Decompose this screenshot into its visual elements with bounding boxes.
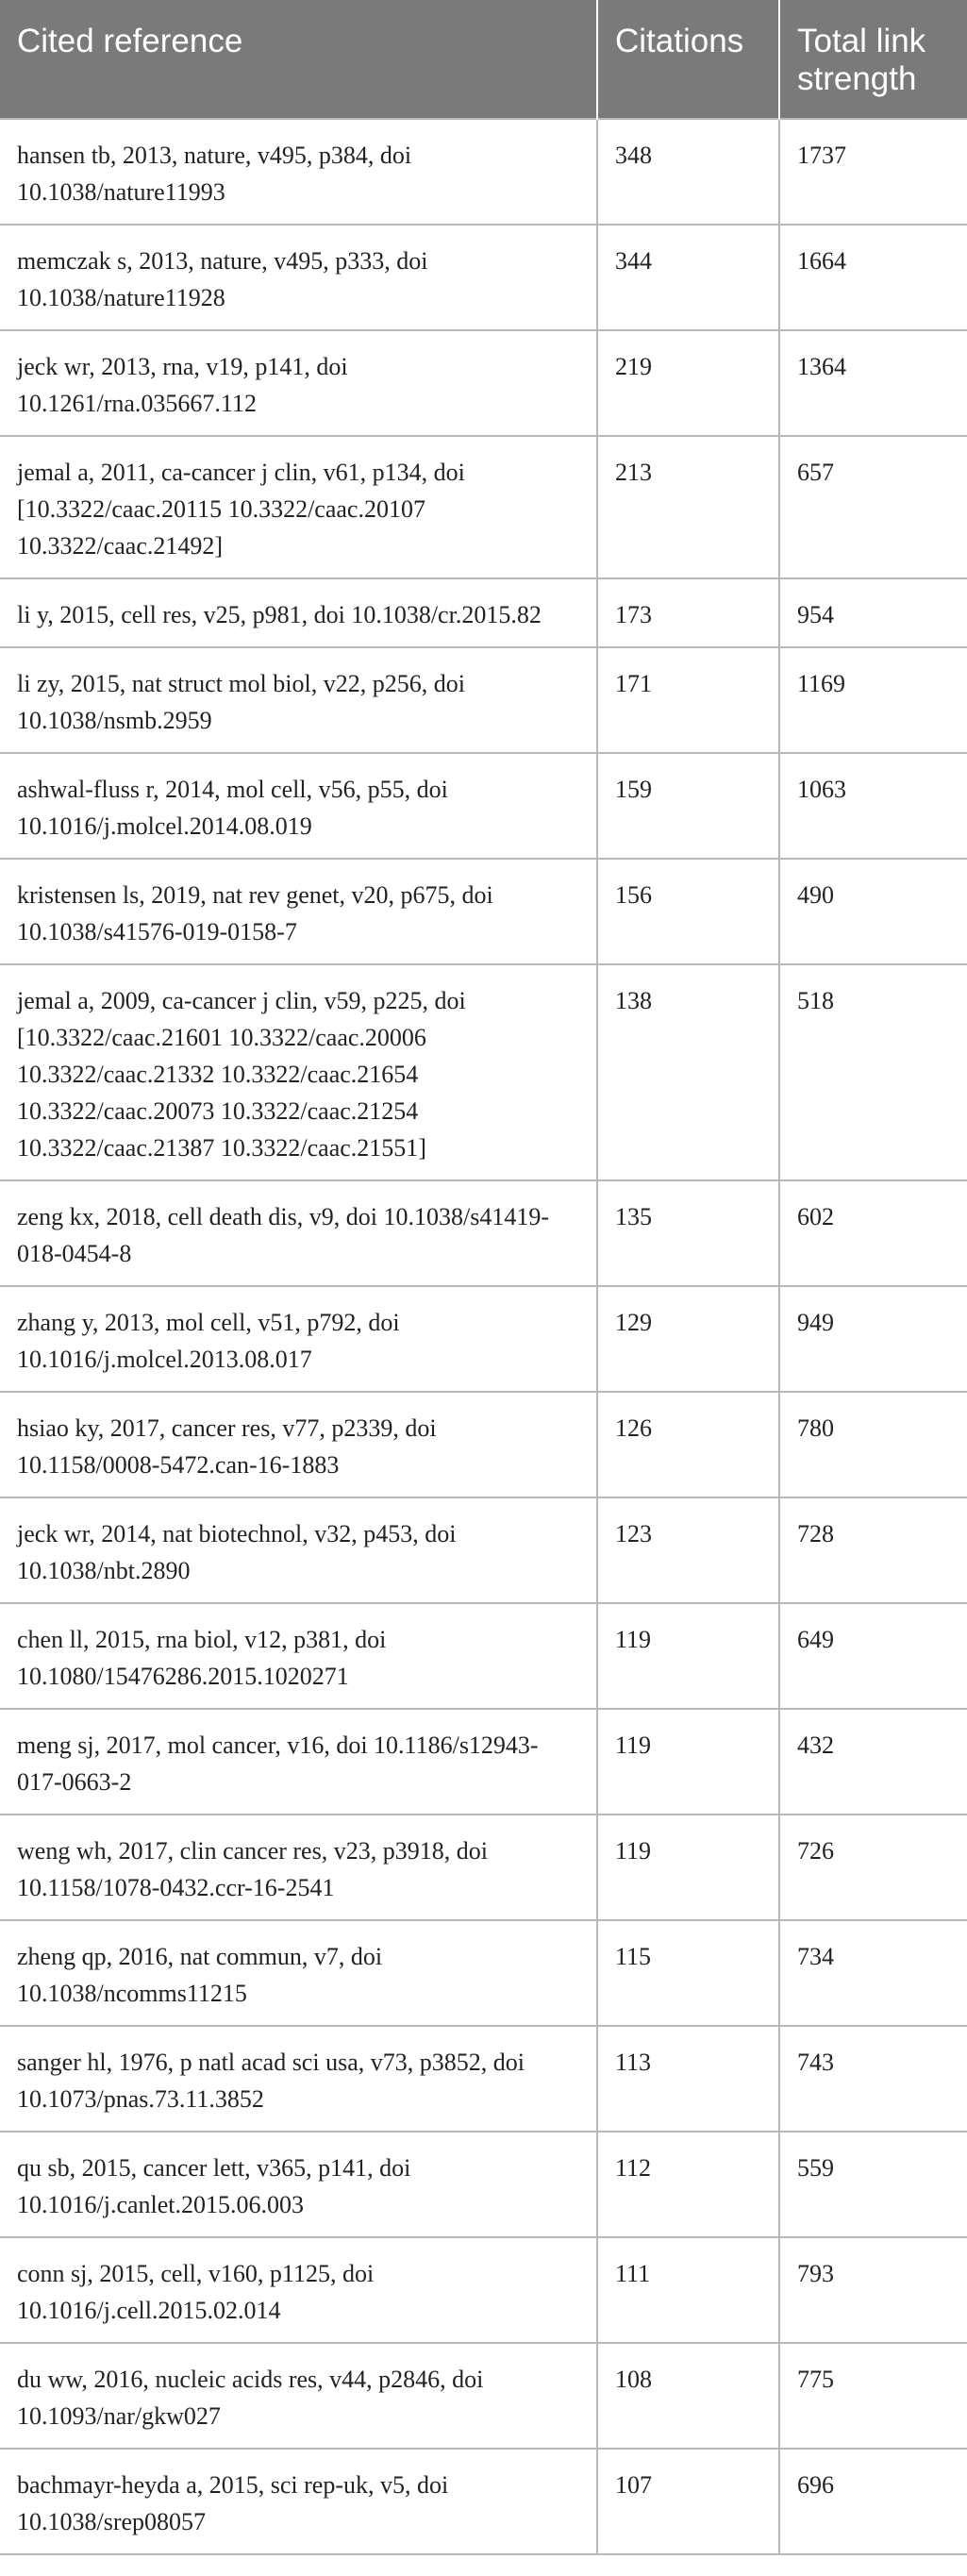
citations-cell: 344 — [597, 225, 779, 330]
link-strength-cell: 657 — [779, 436, 967, 578]
link-strength-cell: 1063 — [779, 753, 967, 859]
citations-cell: 171 — [597, 647, 779, 753]
cited-reference-cell: jeck wr, 2014, nat biotechnol, v32, p453, doi 10.1038/nbt.2890 — [0, 1497, 597, 1603]
table-row — [0, 647, 967, 753]
table-row — [0, 2237, 967, 2343]
cited-reference-cell: hsiao ky, 2017, cancer res, v77, p2339, doi 10.1158/0008-5472.can-16-1883 — [0, 1392, 597, 1497]
cited-reference-cell: jemal a, 2011, ca-cancer j clin, v61, p134, doi [10.3322/caac.20115 10.3322/caac.20107 10.3322/caac.21492] — [0, 436, 597, 578]
table-row — [0, 225, 967, 330]
citations-cell: 159 — [597, 753, 779, 859]
cited-reference-cell: du ww, 2016, nucleic acids res, v44, p2846, doi 10.1093/nar/gkw027 — [0, 2343, 597, 2449]
table-row — [0, 1815, 967, 1920]
table-row — [0, 1392, 967, 1497]
table-row — [0, 1920, 967, 2026]
citations-cell: 107 — [597, 2449, 779, 2554]
citations-cell: 108 — [597, 2343, 779, 2449]
header-citations: Citations — [597, 0, 779, 119]
citations-cell: 112 — [597, 2132, 779, 2237]
link-strength-cell: 649 — [779, 1603, 967, 1709]
table-row — [0, 964, 967, 1180]
header-row — [0, 0, 967, 119]
table-body — [0, 119, 967, 2554]
citations-cell: 111 — [597, 2237, 779, 2343]
citations-cell: 113 — [597, 2026, 779, 2132]
citations-cell: 213 — [597, 436, 779, 578]
table-row — [0, 1603, 967, 1709]
link-strength-cell: 743 — [779, 2026, 967, 2132]
citations-cell: 129 — [597, 1286, 779, 1392]
citations-cell: 156 — [597, 859, 779, 964]
link-strength-cell: 1364 — [779, 330, 967, 436]
table-row — [0, 578, 967, 647]
cited-reference-cell: conn sj, 2015, cell, v160, p1125, doi 10.1016/j.cell.2015.02.014 — [0, 2237, 597, 2343]
cited-reference-cell: bachmayr-heyda a, 2015, sci rep-uk, v5, doi 10.1038/srep08057 — [0, 2449, 597, 2554]
cited-reference-cell: zheng qp, 2016, nat commun, v7, doi 10.1038/ncomms11215 — [0, 1920, 597, 2026]
link-strength-cell: 1664 — [779, 225, 967, 330]
cited-reference-cell: memczak s, 2013, nature, v495, p333, doi 10.1038/nature11928 — [0, 225, 597, 330]
link-strength-cell: 734 — [779, 1920, 967, 2026]
link-strength-cell: 518 — [779, 964, 967, 1180]
table-row — [0, 119, 967, 225]
table-row — [0, 1497, 967, 1603]
table-row — [0, 2343, 967, 2449]
table-row — [0, 859, 967, 964]
table-row — [0, 2132, 967, 2237]
cited-reference-cell: zhang y, 2013, mol cell, v51, p792, doi 10.1016/j.molcel.2013.08.017 — [0, 1286, 597, 1392]
citations-cell: 348 — [597, 119, 779, 225]
link-strength-cell: 793 — [779, 2237, 967, 2343]
citations-cell: 138 — [597, 964, 779, 1180]
citations-cell: 115 — [597, 1920, 779, 2026]
link-strength-cell: 949 — [779, 1286, 967, 1392]
table-row — [0, 436, 967, 578]
cited-reference-cell: hansen tb, 2013, nature, v495, p384, doi 10.1038/nature11993 — [0, 119, 597, 225]
link-strength-cell: 954 — [779, 578, 967, 647]
cited-reference-cell: chen ll, 2015, rna biol, v12, p381, doi 10.1080/15476286.2015.1020271 — [0, 1603, 597, 1709]
cited-reference-cell: jeck wr, 2013, rna, v19, p141, doi 10.1261/rna.035667.112 — [0, 330, 597, 436]
header-total-link-strength: Total link strength — [779, 0, 967, 119]
table-row — [0, 2026, 967, 2132]
link-strength-cell: 1169 — [779, 647, 967, 753]
cited-reference-cell: sanger hl, 1976, p natl acad sci usa, v73, p3852, doi 10.1073/pnas.73.11.3852 — [0, 2026, 597, 2132]
cited-reference-cell: jemal a, 2009, ca-cancer j clin, v59, p225, doi [10.3322/caac.21601 10.3322/caac.20006 10.3322/caac.21332 10.3322/caac.21654 10.3322/caac.20073 10.3322/caac.21254 10.3322/caac.21387 10.3322/caac.21551] — [0, 964, 597, 1180]
citations-cell: 173 — [597, 578, 779, 647]
citations-cell: 123 — [597, 1497, 779, 1603]
cited-reference-cell: qu sb, 2015, cancer lett, v365, p141, doi 10.1016/j.canlet.2015.06.003 — [0, 2132, 597, 2237]
cited-reference-cell: li y, 2015, cell res, v25, p981, doi 10.1038/cr.2015.82 — [0, 578, 597, 647]
table-row — [0, 1709, 967, 1815]
table-header — [0, 0, 967, 119]
link-strength-cell: 490 — [779, 859, 967, 964]
cited-reference-cell: li zy, 2015, nat struct mol biol, v22, p256, doi 10.1038/nsmb.2959 — [0, 647, 597, 753]
link-strength-cell: 432 — [779, 1709, 967, 1815]
table-row — [0, 1286, 967, 1392]
link-strength-cell: 1737 — [779, 119, 967, 225]
cited-reference-cell: zeng kx, 2018, cell death dis, v9, doi 10.1038/s41419-018-0454-8 — [0, 1180, 597, 1286]
table-row — [0, 2449, 967, 2554]
table-row — [0, 753, 967, 859]
cited-reference-cell: ashwal-fluss r, 2014, mol cell, v56, p55, doi 10.1016/j.molcel.2014.08.019 — [0, 753, 597, 859]
citations-cell: 119 — [597, 1603, 779, 1709]
link-strength-cell: 559 — [779, 2132, 967, 2237]
link-strength-cell: 780 — [779, 1392, 967, 1497]
link-strength-cell: 696 — [779, 2449, 967, 2554]
link-strength-cell: 775 — [779, 2343, 967, 2449]
citations-cell: 219 — [597, 330, 779, 436]
link-strength-cell: 602 — [779, 1180, 967, 1286]
table-row — [0, 1180, 967, 1286]
cited-reference-cell: meng sj, 2017, mol cancer, v16, doi 10.1186/s12943-017-0663-2 — [0, 1709, 597, 1815]
cited-reference-cell: kristensen ls, 2019, nat rev genet, v20, p675, doi 10.1038/s41576-019-0158-7 — [0, 859, 597, 964]
link-strength-cell: 728 — [779, 1497, 967, 1603]
citations-cell: 126 — [597, 1392, 779, 1497]
citations-cell: 119 — [597, 1709, 779, 1815]
table-row — [0, 330, 967, 436]
cited-reference-cell: weng wh, 2017, clin cancer res, v23, p3918, doi 10.1158/1078-0432.ccr-16-2541 — [0, 1815, 597, 1920]
citations-cell: 135 — [597, 1180, 779, 1286]
header-cited-reference: Cited reference — [0, 0, 597, 119]
citations-cell: 119 — [597, 1815, 779, 1920]
link-strength-cell: 726 — [779, 1815, 967, 1920]
